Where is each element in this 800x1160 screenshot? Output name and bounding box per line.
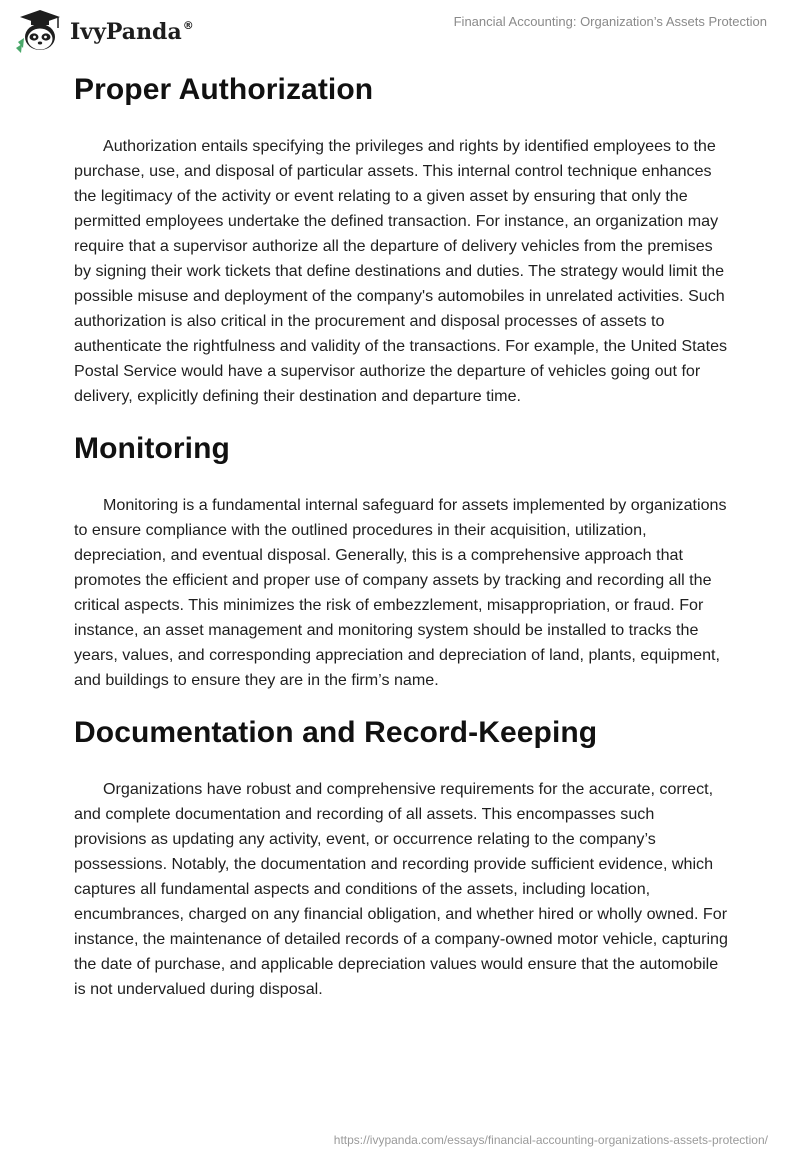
- brand-name: IvyPanda®: [70, 18, 194, 45]
- ivypanda-logo[interactable]: [14, 8, 194, 54]
- page-header: [0, 0, 800, 62]
- section-paragraph: Organizations have robust and comprehensive requirements for the accurate, correct, and complete documentation and recording of all assets. This encompasses such provisions as updating any activity, event, or occurrence relating to the company’s possessions. Notably, the documentation and recording provide sufficient evidence, which captures all fundamental aspects and conditions of the assets, including location, encumbrances, charged on any financial obligation, and whether hired or wholly owned. For instance, the maintenance of detailed records of a company-owned motor vehicle, capturing the date of purchase, and applicable depreciation values would ensure that the automobile is not undervalued during disposal.: [74, 780, 728, 998]
- section-proper-authorization: [74, 70, 730, 409]
- section-monitoring: [74, 429, 730, 693]
- essay-body: [74, 70, 730, 1022]
- section-heading: Proper Authorization: [74, 73, 374, 106]
- section-paragraph: Authorization entails specifying the privileges and rights by identified employees to the purchase, use, and disposal of particular assets. This internal control technique enhances the legitimacy of the activity or event relating to a given asset by ensuring that only the permitted employees undertake the defined transaction. For instance, an organization may require that a supervisor authorize all the departure of delivery vehicles from the premises by signing their work tickets that define destinations and duties. The strategy would limit the possible misuse and deployment of the company's automobiles in unrelated activities. Such authorization is also critical in the procurement and disposal processes of assets to authenticate the rightfulness and validity of the transactions. For example, the United States Postal Service would have a supervisor authorize the departure of vehicles going out for delivery, explicitly defining their destination and departure time.: [74, 137, 728, 405]
- section-heading: Documentation and Record-Keeping: [74, 716, 598, 749]
- panda-graduate-icon: [14, 8, 66, 54]
- source-url-link[interactable]: https://ivypanda.com/essays/financial-accounting-organizations-assets-protection/: [333, 1133, 768, 1147]
- section-documentation-record-keeping: [74, 713, 730, 1002]
- document-title: Financial Accounting: Organization’s Assets Protection: [453, 14, 767, 29]
- section-paragraph: Monitoring is a fundamental internal safeguard for assets implemented by organizations to ensure compliance with the outlined procedures in their acquisition, utilization, depreciation, and eventual disposal. Generally, this is a comprehensive approach that promotes the efficient and proper use of company assets by tracking and recording all the critical aspects. This minimizes the risk of embezzlement, misappropriation, or fraud. For instance, an asset management and monitoring system should be installed to tracks the years, values, and corresponding appreciation and depreciation of land, plants, equipment, and buildings to ensure they are in the firm’s name.: [74, 496, 727, 689]
- section-heading: Monitoring: [74, 432, 230, 465]
- registered-mark: ®: [182, 18, 194, 32]
